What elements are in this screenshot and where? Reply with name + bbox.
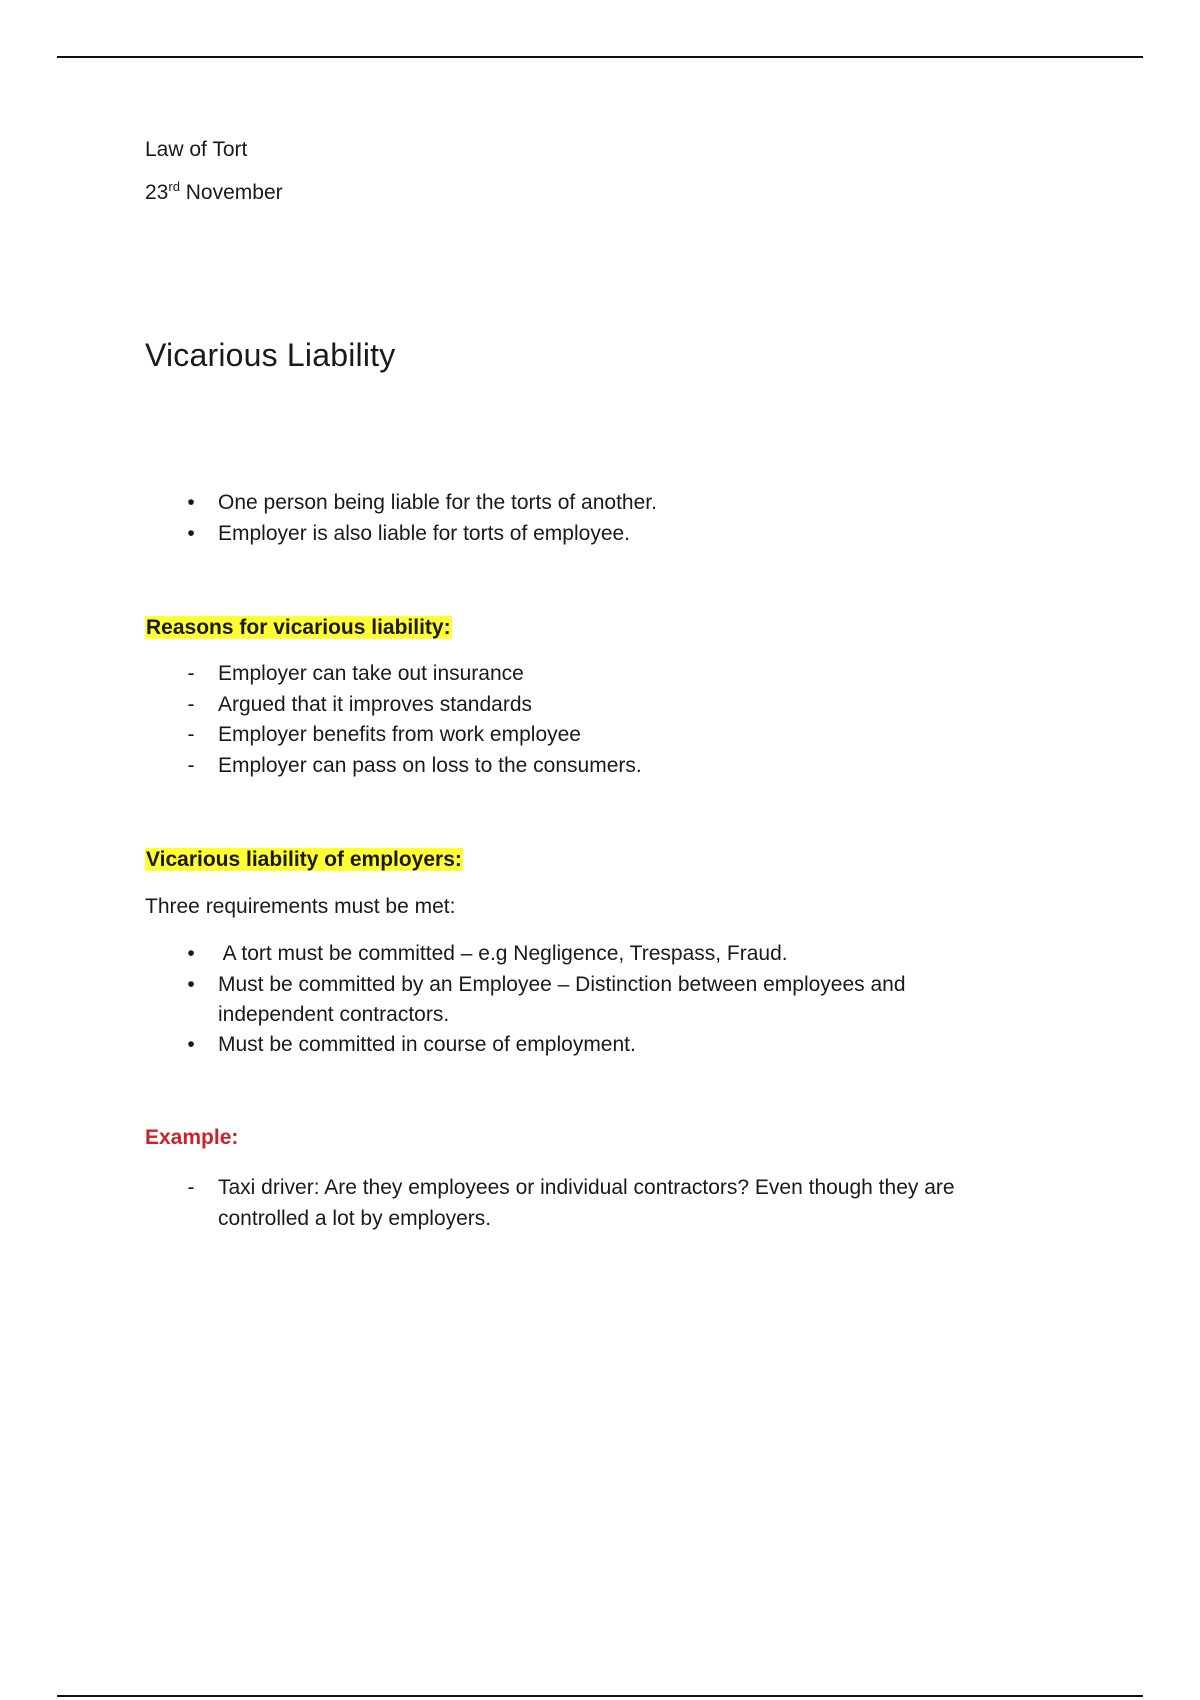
reasons-heading (145, 614, 452, 642)
bottom-rule (57, 1695, 1143, 1697)
dash-mark: - (187, 662, 195, 685)
list-item-text: Employer is also liable for torts of employee. (218, 521, 631, 545)
requirements-intro: Three requirements must be met: (145, 895, 456, 918)
list-item (145, 690, 1045, 721)
list-item (145, 488, 1045, 519)
example-list (145, 1172, 1045, 1234)
dash-mark: - (187, 753, 195, 777)
list-item (145, 1030, 1045, 1061)
example-heading: Example: (145, 1126, 239, 1149)
list-item-text: One person being liable for the torts of another. (218, 491, 657, 514)
list-item-text: Employer can pass on loss to the consumers. (218, 753, 642, 777)
date-month: November (179, 181, 283, 204)
list-item (145, 659, 1045, 690)
reasons-list (145, 659, 1045, 781)
list-item-text: Must be committed by an Employee – Distinction between employees and independent contractors. (218, 972, 906, 1026)
bullet-mark: • (187, 972, 195, 996)
list-item-text: Taxi driver: Are they employees or individual contractors? Even though they are controlled a lot by employers. (218, 1176, 955, 1230)
bullet-mark: • (187, 491, 195, 514)
list-item (145, 970, 1045, 1030)
list-item-text: Employer can take out insurance (218, 662, 524, 685)
bullet-mark: • (187, 942, 195, 965)
date-line (145, 179, 283, 207)
top-rule (57, 56, 1143, 58)
list-item-text: Must be committed in course of employment. (218, 1032, 636, 1056)
requirements-list (145, 939, 1045, 1060)
dash-mark: - (187, 1176, 195, 1199)
list-item-text: A tort must be committed – e.g Negligence, Trespass, Fraud. (218, 942, 788, 965)
employers-heading (145, 846, 463, 874)
date-suffix: rd (168, 179, 180, 194)
dash-mark: - (187, 723, 195, 746)
employers-heading-text: Vicarious liability of employers: (146, 848, 462, 871)
list-item-text: Argued that it improves standards (218, 692, 532, 716)
date-day: 23 (145, 181, 169, 204)
bullet-mark: • (187, 521, 195, 545)
intro-bullet-list (145, 488, 1045, 549)
list-item (145, 720, 1045, 751)
list-item (145, 939, 1045, 970)
list-item (145, 1172, 1045, 1234)
list-item (145, 751, 1045, 782)
page-title: Vicarious Liability (145, 337, 396, 373)
course-title: Law of Tort (145, 138, 248, 161)
reasons-heading-text: Reasons for vicarious liability: (146, 616, 451, 639)
list-item (145, 519, 1045, 550)
dash-mark: - (187, 692, 195, 716)
list-item-text: Employer benefits from work employee (218, 723, 581, 746)
bullet-mark: • (187, 1032, 195, 1056)
